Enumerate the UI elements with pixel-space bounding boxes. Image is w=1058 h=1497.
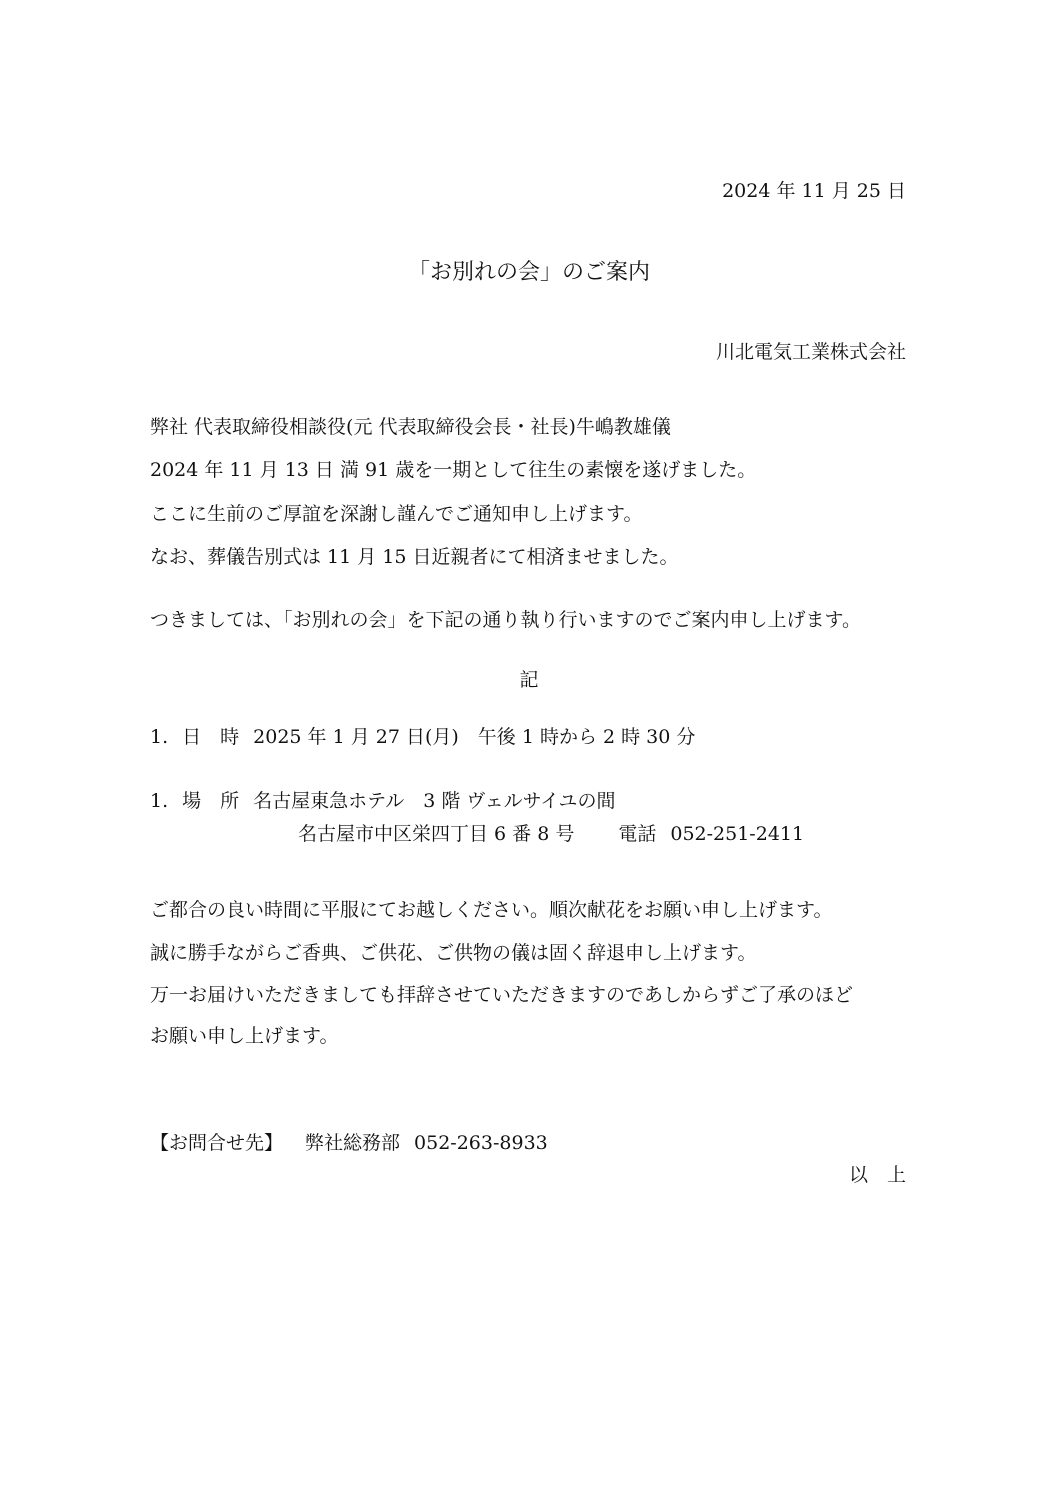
announcement-line: つきましては、「お別れの会」を下記の通り執り行いますのでご案内申し上げます。 (150, 609, 861, 631)
item-number: 1. (150, 726, 169, 748)
venue-address-line (298, 825, 804, 844)
note-line: 誠に勝手ながらご香典、ご供花、ご供物の儀は固く辞退申し上げます。 (150, 942, 757, 964)
paragraph-line: ここに生前のご厚誼を深謝し謹んでご通知申し上げます。 (150, 503, 643, 525)
contact-label: 【お問合せ先】 (150, 1132, 284, 1154)
venue-phone-label: 電話 (618, 823, 657, 845)
item-label: 場 所 (182, 790, 240, 812)
item-label: 日 時 (182, 726, 240, 748)
document-title: 「お別れの会」のご案内 (407, 260, 650, 285)
schedule-value: 2025 年 1 月 27 日(月) 午後 1 時から 2 時 30 分 (253, 726, 696, 748)
contact-department: 弊社総務部 (305, 1132, 401, 1154)
venue-item (150, 792, 616, 811)
note-line: お願い申し上げます。 (150, 1025, 339, 1047)
item-number: 1. (150, 790, 169, 812)
venue-name: 名古屋東急ホテル 3 階 ヴェルサイユの間 (253, 790, 616, 812)
paragraph-line: 弊社 代表取締役相談役(元 代表取締役会長・社長)牛嶋教雄儀 (150, 416, 671, 438)
note-line: 万一お届けいただきましても拝辞させていただきますのであしからずご了承のほど (150, 984, 854, 1006)
closing-mark: 以 上 (848, 1164, 906, 1186)
company-name: 川北電気工業株式会社 (715, 341, 906, 363)
ki-heading: 記 (519, 669, 539, 691)
document-date: 2024 年 11 月 25 日 (722, 180, 906, 202)
venue-phone: 052-251-2411 (670, 823, 805, 845)
venue-address: 名古屋市中区栄四丁目 6 番 8 号 (298, 823, 575, 845)
paragraph-line: 2024 年 11 月 13 日 満 91 歳を一期として往生の素懐を遂げました。 (150, 459, 757, 481)
contact-line (150, 1134, 548, 1153)
schedule-item (150, 728, 695, 747)
contact-phone: 052-263-8933 (414, 1132, 548, 1154)
note-line: ご都合の良い時間に平服にてお越しください。順次献花をお願い申し上げます。 (150, 899, 833, 921)
paragraph-line: なお、葬儀告別式は 11 月 15 日近親者にて相済ませました。 (150, 546, 679, 568)
